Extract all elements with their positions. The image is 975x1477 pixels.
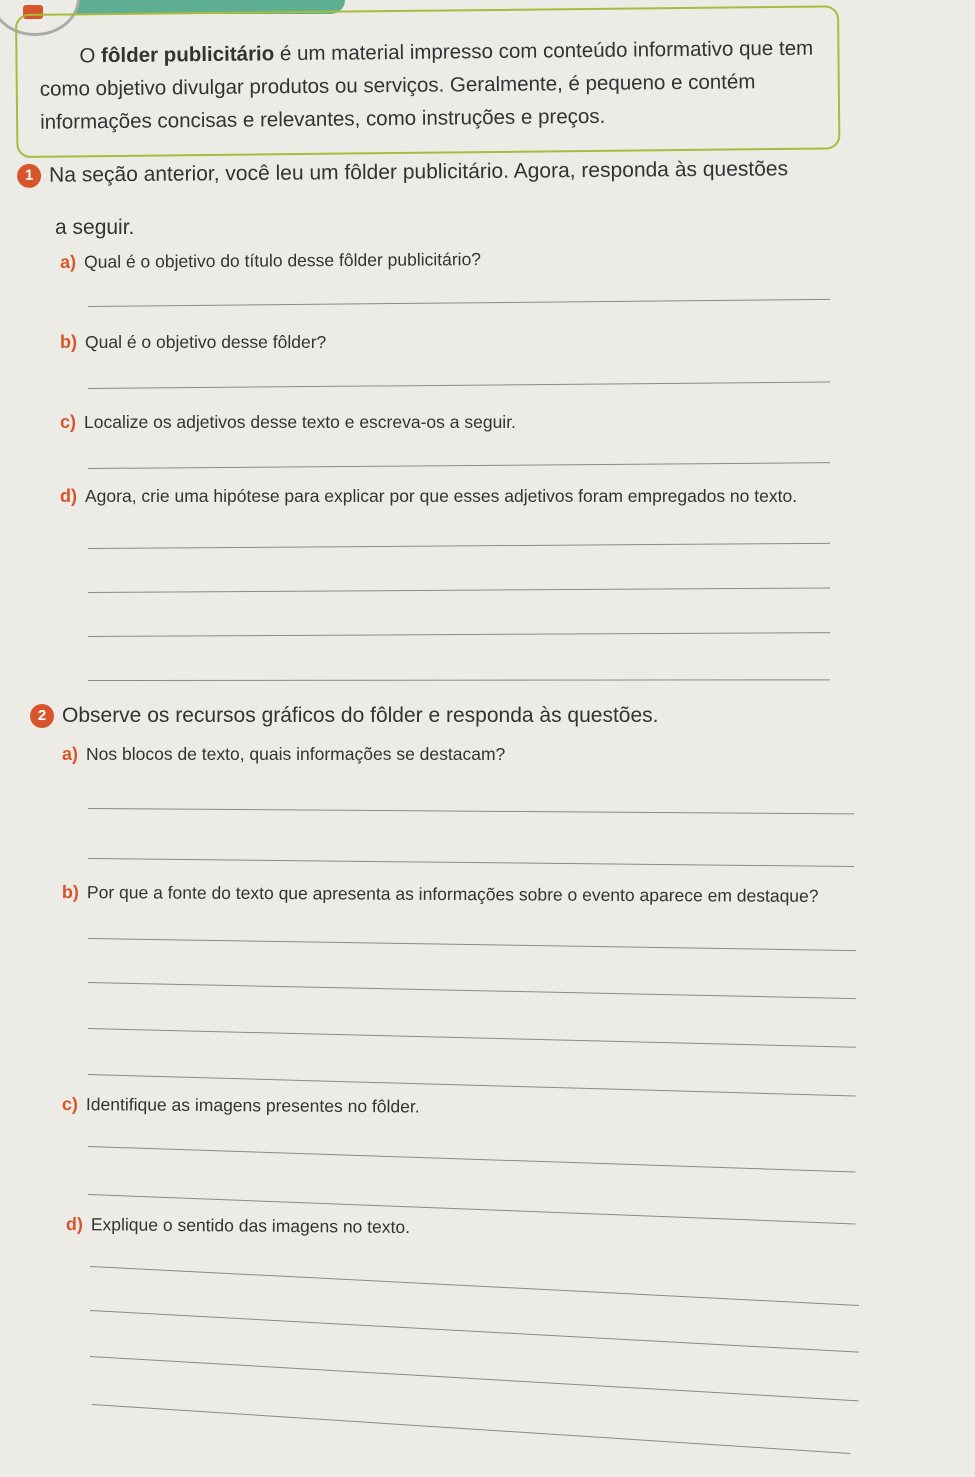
answer-line[interactable] [88,858,854,867]
answer-line[interactable] [88,462,830,469]
answer-line[interactable] [88,938,856,951]
answer-line[interactable] [88,1146,856,1172]
question-1c: c) Localize os adjetivos desse texto e escreva-os a seguir. [60,412,516,432]
answer-line[interactable] [88,382,830,389]
answer-line[interactable] [88,543,830,549]
definition-text: O fôlder publicitário é um material impresso com conteúdo informativo que tem como objetivo divulgar produtos ou serviços. Geralmente, é pequeno e contém informações concisas e relevantes, como instruções e preços. [39,36,814,134]
answer-line[interactable] [90,1356,859,1401]
question-2b: b) Por que a fonte do texto que apresenta as informações sobre o evento aparece em destaque? [61,882,819,906]
answer-line[interactable] [88,1074,856,1096]
question-1d: d) Agora, crie uma hipótese para explicar por que esses adjetivos foram empregados no texto. [60,486,798,506]
question-1a: a) Qual é o objetivo do título desse fôlder publicitário? [60,249,482,272]
question-number-badge: 2 [30,704,54,728]
answer-line[interactable] [88,982,856,999]
answer-line[interactable] [90,1266,859,1306]
answer-line[interactable] [88,299,830,307]
answer-line[interactable] [88,679,830,681]
answer-line[interactable] [88,587,830,593]
question-2a: a) Nos blocos de texto, quais informações se destacam? [62,744,506,764]
question-1-continued: a seguir. [55,216,135,239]
answer-line[interactable] [88,808,854,814]
question-2c: c) Identifique as imagens presentes no fôlder. [61,1094,420,1117]
question-number-badge: 1 [17,164,41,188]
question-1: 1 Na seção anterior, você leu um fôlder publicitário. Agora, responda às questões [17,157,788,188]
question-2: 2 Observe os recursos gráficos do fôlder e responda às questões. [30,704,659,728]
definition-term: fôlder publicitário [100,42,275,68]
answer-line[interactable] [90,1310,859,1353]
definition-box [15,5,840,158]
answer-line[interactable] [88,1028,856,1048]
answer-line[interactable] [88,632,830,637]
answer-line[interactable] [92,1404,850,1454]
question-2d: d) Explique o sentido das imagens no texto. [65,1214,411,1238]
question-1b: b) Qual é o objetivo desse fôlder? [60,332,327,352]
